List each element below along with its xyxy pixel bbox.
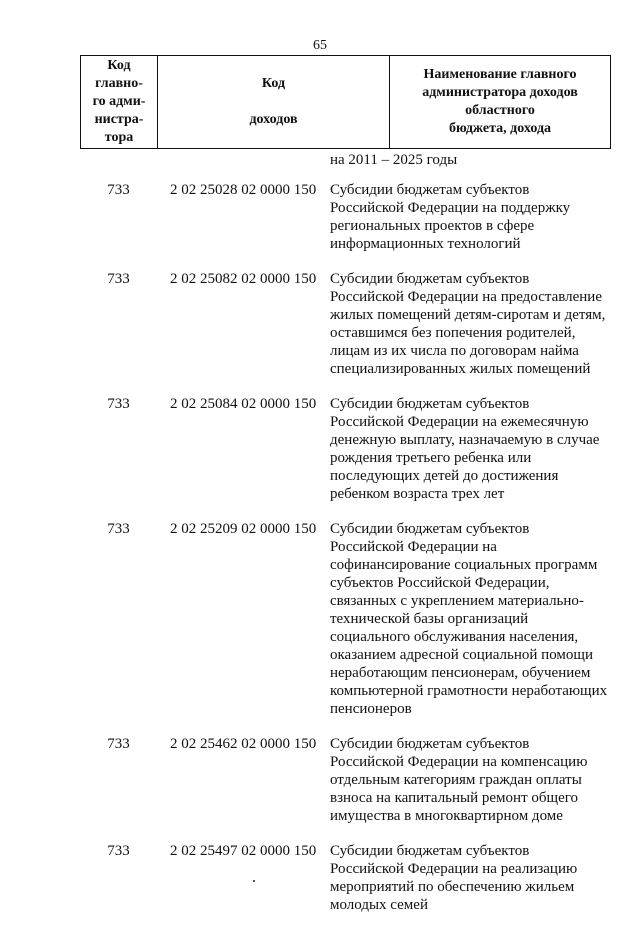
table-row bbox=[0, 181, 640, 253]
income-name-line: Российской Федерации на bbox=[330, 539, 497, 555]
income-name-cell bbox=[330, 395, 615, 503]
income-name-line: Субсидии бюджетам субъектов bbox=[330, 843, 530, 859]
income-name-line: рождения третьего ребенка или bbox=[330, 450, 532, 466]
income-name-line: субъектов Российской Федерации, bbox=[330, 575, 550, 591]
income-name-line: Субсидии бюджетам субъектов bbox=[330, 396, 530, 412]
income-name-line: софинансирование социальных программ bbox=[330, 557, 598, 573]
income-name-line: Российской Федерации на реализацию bbox=[330, 861, 578, 877]
header-admin-code-line: главно- bbox=[95, 76, 143, 91]
continuation-text: на 2011 – 2025 годы bbox=[330, 152, 458, 168]
header-name-line: бюджета, дохода bbox=[448, 121, 552, 136]
income-name-line: оказанием адресной социальной помощи bbox=[330, 647, 593, 663]
income-name-line: компьютерной грамотности неработающих bbox=[330, 683, 608, 699]
income-name-line: пенсионеров bbox=[330, 701, 412, 717]
income-name-line: региональных проектов в сфере bbox=[330, 218, 535, 234]
income-name-cell bbox=[330, 520, 615, 718]
header-admin-code-line: тора bbox=[104, 130, 134, 145]
table-row bbox=[0, 270, 640, 378]
income-name-line: информационных технологий bbox=[330, 236, 521, 252]
scan-speck bbox=[253, 880, 255, 882]
income-name-line: взноса на капитальный ремонт общего bbox=[330, 790, 579, 806]
income-code-cell: 2 02 25209 02 0000 150 bbox=[170, 521, 317, 537]
header-admin-code bbox=[81, 56, 158, 148]
income-name-line: молодых семей bbox=[330, 897, 428, 913]
admin-code-cell: 733 bbox=[107, 736, 130, 752]
header-admin-code-line: Код bbox=[107, 58, 131, 73]
income-name-line: ребенком возраста трех лет bbox=[330, 486, 505, 502]
header-admin-code-line: нистра- bbox=[94, 112, 144, 127]
income-name-line: Субсидии бюджетам субъектов bbox=[330, 521, 530, 537]
income-name-cell bbox=[330, 842, 615, 914]
income-name-line: жилых помещений детям-сиротам и детям, bbox=[330, 307, 606, 323]
income-name-line: Субсидии бюджетам субъектов bbox=[330, 271, 530, 287]
header-name bbox=[390, 56, 610, 148]
income-name-line: мероприятий по обеспечению жильем bbox=[330, 879, 575, 895]
header-admin-code-line: го адми- bbox=[92, 94, 146, 109]
table-row bbox=[0, 842, 640, 914]
income-name-line: Российской Федерации на предоставление bbox=[330, 289, 602, 305]
admin-code-cell: 733 bbox=[107, 843, 130, 859]
page-number: 65 bbox=[313, 38, 327, 53]
header-name-line: Наименование главного bbox=[423, 67, 577, 82]
header-income-code bbox=[158, 56, 390, 148]
income-name-line: Российской Федерации на компенсацию bbox=[330, 754, 588, 770]
income-name-cell bbox=[330, 181, 615, 253]
income-name-line: специализированных жилых помещений bbox=[330, 361, 591, 377]
income-name-line: Субсидии бюджетам субъектов bbox=[330, 182, 530, 198]
table-row bbox=[0, 520, 640, 718]
header-name-line: администратора доходов областного bbox=[422, 85, 578, 118]
income-name-line: Российской Федерации на ежемесячную bbox=[330, 414, 589, 430]
income-name-line: денежную выплату, назначаемую в случае bbox=[330, 432, 600, 448]
header-income-code-line: доходов bbox=[249, 112, 298, 127]
income-code-cell: 2 02 25028 02 0000 150 bbox=[170, 182, 317, 198]
income-code-cell: 2 02 25082 02 0000 150 bbox=[170, 271, 317, 287]
table-row bbox=[0, 735, 640, 825]
header-income-code-line: Код bbox=[261, 76, 286, 91]
table-header bbox=[80, 55, 611, 149]
income-name-line: технической базы организаций bbox=[330, 611, 529, 627]
income-name-line: отдельным категориям граждан оплаты bbox=[330, 772, 582, 788]
admin-code-cell: 733 bbox=[107, 396, 130, 412]
income-name-line: лицам из их числа по договорам найма bbox=[330, 343, 579, 359]
income-name-line: Российской Федерации на поддержку bbox=[330, 200, 571, 216]
income-name-line: имущества в многоквартирном доме bbox=[330, 808, 563, 824]
table-row bbox=[0, 395, 640, 503]
admin-code-cell: 733 bbox=[107, 182, 130, 198]
income-code-cell: 2 02 25497 02 0000 150 bbox=[170, 843, 317, 859]
income-code-cell: 2 02 25462 02 0000 150 bbox=[170, 736, 317, 752]
admin-code-cell: 733 bbox=[107, 521, 130, 537]
income-name-line: оставшимся без попечения родителей, bbox=[330, 325, 576, 341]
income-code-cell: 2 02 25084 02 0000 150 bbox=[170, 396, 317, 412]
income-name-line: неработающим пенсионерам, обучением bbox=[330, 665, 591, 681]
income-name-cell bbox=[330, 270, 615, 378]
table-body bbox=[0, 181, 640, 931]
income-name-cell bbox=[330, 735, 615, 825]
income-name-line: Субсидии бюджетам субъектов bbox=[330, 736, 530, 752]
admin-code-cell: 733 bbox=[107, 271, 130, 287]
income-name-line: связанных с укреплением материально- bbox=[330, 593, 584, 609]
income-name-line: социального обслуживания населения, bbox=[330, 629, 579, 645]
income-name-line: последующих детей до достижения bbox=[330, 468, 559, 484]
